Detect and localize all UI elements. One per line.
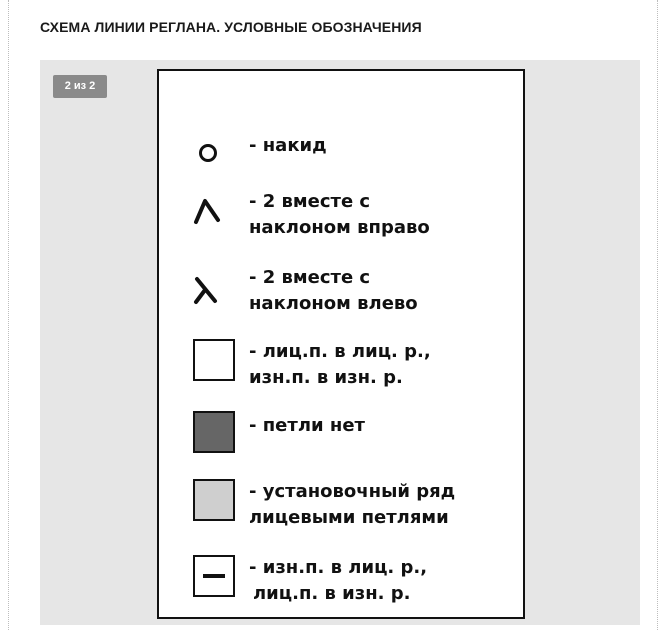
image-gallery[interactable] — [40, 60, 640, 625]
legend-item-text: - петли нет — [249, 415, 365, 436]
legend-image — [157, 69, 525, 619]
legend-item-text: - накид — [249, 135, 327, 156]
legend-item-text: - 2 вместе с наклоном влево — [249, 267, 418, 314]
dash-square-icon — [193, 555, 235, 597]
lean-right-icon — [191, 195, 221, 225]
light-gray-square-icon — [193, 479, 235, 521]
legend-item-text: - 2 вместе с наклоном вправо — [249, 191, 430, 238]
legend-item-text: - лиц.п. в лиц. р., изн.п. в изн. р. — [249, 341, 431, 388]
page-title: СХЕМА ЛИНИИ РЕГЛАНА. УСЛОВНЫЕ ОБОЗНАЧЕНИЯ — [40, 19, 422, 35]
lean-left-icon — [191, 275, 221, 305]
slide-counter-badge: 2 из 2 — [53, 75, 107, 98]
legend-item-text: - установочный ряд лицевыми петлями — [249, 481, 456, 528]
circle-icon — [199, 144, 217, 162]
white-square-icon — [193, 339, 235, 381]
dark-square-icon — [193, 411, 235, 453]
legend-item-text: - изн.п. в лиц. р., лиц.п. в изн. р. — [249, 557, 428, 604]
